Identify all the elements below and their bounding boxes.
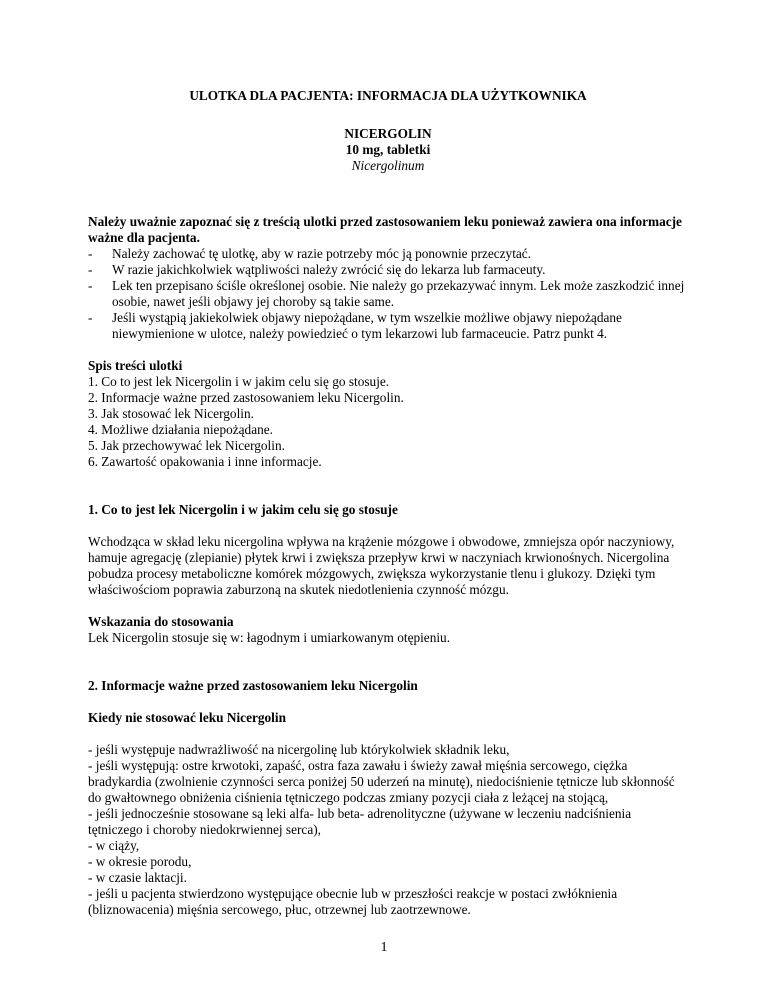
page-number: 1 — [380, 940, 388, 955]
toc-heading: Spis treści ulotki — [88, 358, 183, 373]
toc-item: 6. Zawartość opakowania i inne informacje. — [88, 454, 322, 469]
drug-strength: 10 mg, tabletki — [345, 142, 431, 157]
indications — [88, 614, 688, 646]
indications-text: Lek Nicergolin stosuje się w: łagodnym i umiarkowanym otępieniu. — [88, 630, 451, 645]
contra-heading: Kiedy nie stosować leku Nicergolin — [88, 710, 286, 725]
contra-item: - w ciąży, — [88, 838, 140, 853]
drug-name: NICERGOLIN — [344, 126, 432, 141]
intro-heading: Należy uważnie zapoznać się z treścią ulotki przed zastosowaniem leku ponieważ zawiera ona informacje ważne dla pacjenta. — [88, 214, 682, 245]
intro-item: - Lek ten przepisano ściśle określonej osobie. Nie należy go przekazywać innym. Lek może zaszkodzić innej osobie, nawet jeśli objawy jej choroby są takie same. — [88, 278, 688, 310]
toc-list — [88, 374, 688, 470]
contra-list — [88, 742, 688, 918]
contra-item: - w okresie porodu, — [88, 854, 192, 869]
section-1-text: Wchodząca w skład leku nicergolina wpływa na krążenie mózgowe i obwodowe, zmniejsza opór naczyniowy, hamuje agregację (zlepianie) płytek krwi i zwiększa przepływ krwi w naczyniach krwionośnych. Nicergolina pobudza procesy metaboliczne komórek mózgowych, zwiększa wykorzystanie tlenu i glukozy. Dzięki tym właściwościom poprawia zaburzoną na skutek niedotlenienia czynność mózgu. — [88, 534, 675, 597]
section-2-heading: 2. Informacje ważne przed zastosowaniem leku Nicergolin — [88, 678, 418, 693]
toc-item: 5. Jak przechowywać lek Nicergolin. — [88, 438, 285, 453]
intro-item: - Jeśli wystąpią jakiekolwiek objawy niepożądane, w tym wszelkie możliwe objawy niepożądane niewymienione w ulotce, należy powiedzieć o tym lekarzowi lub farmaceucie. Patrz punkt 4. — [88, 310, 688, 342]
section-2 — [88, 678, 688, 918]
indications-heading: Wskazania do stosowania — [88, 614, 234, 629]
section-1 — [88, 502, 688, 646]
intro-item: - W razie jakichkolwiek wątpliwości należy zwrócić się do lekarza lub farmaceuty. — [88, 262, 688, 278]
drug-latin-name: Nicergolinum — [351, 158, 425, 173]
leaflet-page — [88, 80, 688, 918]
contra-item: - jeśli występuje nadwrażliwość na nicergolinę lub którykolwiek składnik leku, — [88, 742, 510, 757]
contra-item: - w czasie laktacji. — [88, 870, 187, 885]
section-1-heading: 1. Co to jest lek Nicergolin i w jakim celu się go stosuje — [88, 502, 398, 517]
intro-item: - Należy zachować tę ulotkę, aby w razie potrzeby móc ją ponownie przeczytać. — [88, 246, 688, 262]
toc-item: 2. Informacje ważne przed zastosowaniem leku Nicergolin. — [88, 390, 404, 405]
toc-item: 3. Jak stosować lek Nicergolin. — [88, 406, 254, 421]
intro-section — [88, 214, 688, 342]
contra-item: - jeśli u pacjenta stwierdzono występujące obecnie lub w przeszłości reakcje w postaci zwłóknienia (bliznowacenia) mięśnia sercowego, płuc, otrzewnej lub zaotrzewnowe. — [88, 886, 618, 917]
toc-item: 1. Co to jest lek Nicergolin i w jakim celu się go stosuje. — [88, 374, 390, 389]
contra-item: - jeśli jednocześnie stosowane są leki alfa- lub beta- adrenolityczne (używane w leczeniu nadciśnienia tętniczego i choroby niedokrwiennej serca), — [88, 806, 632, 837]
contra-item: - jeśli występują: ostre krwotoki, zapaść, ostra faza zawału i świeży zawał mięśnia sercowego, ciężka bradykardia (zwolnienie czynności serca poniżej 50 uderzeń na minutę), niedociśnienie tętnicze lub skłonność do gwałtownego obniżenia ciśnienia tętniczego podczas zmiany pozycji ciała z leżącej na stojącą, — [88, 758, 675, 805]
toc-item: 4. Możliwe działania niepożądane. — [88, 422, 273, 437]
intro-list — [88, 246, 688, 342]
leaflet-title: ULOTKA DLA PACJENTA: INFORMACJA DLA UŻYTKOWNIKA — [189, 88, 587, 103]
drug-header — [88, 126, 688, 174]
toc-section — [88, 358, 688, 470]
